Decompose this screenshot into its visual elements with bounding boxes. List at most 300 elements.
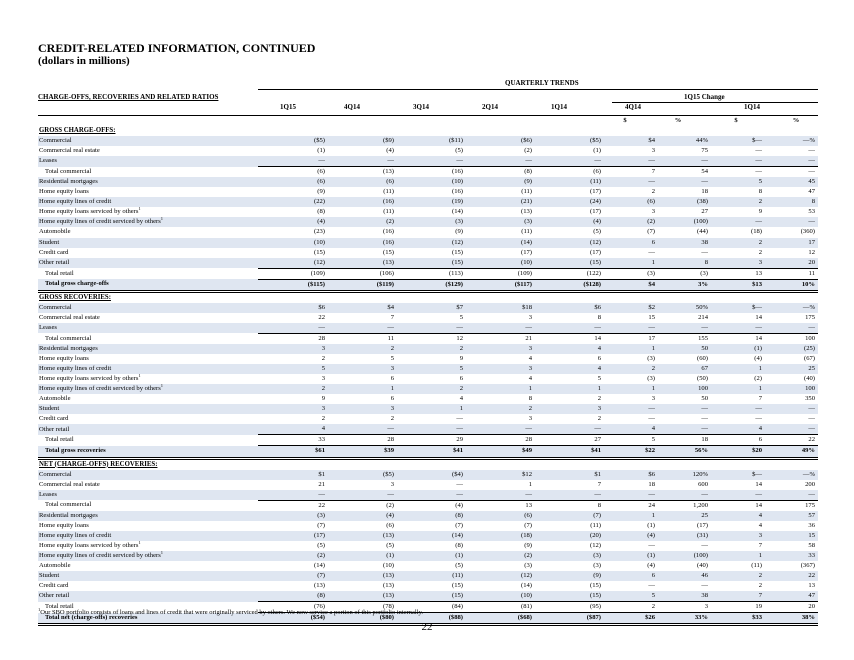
table-cell: —	[466, 490, 535, 501]
row-label-text: Leases	[39, 490, 57, 498]
table-cell: (4)	[386, 147, 394, 155]
table-cell	[535, 291, 604, 303]
table-cell: 4	[528, 375, 532, 383]
table-cell: (40)	[804, 375, 815, 383]
table-cell: 14	[755, 480, 762, 488]
row-label	[38, 500, 258, 511]
table-cell: $61	[258, 446, 328, 458]
table-cell: 14	[755, 313, 762, 321]
row-label-text: Other retail	[39, 425, 70, 433]
table-row	[38, 480, 818, 490]
table-cell: (15)	[452, 248, 463, 256]
table-cell: —	[604, 404, 658, 414]
table-cell: (12)	[535, 238, 604, 248]
row-label	[38, 258, 258, 269]
table-cell: —	[701, 582, 708, 590]
table-cell: 2	[711, 197, 765, 207]
table-cell: 4	[535, 364, 604, 374]
row-label	[38, 394, 258, 404]
table-row	[38, 458, 818, 470]
table-cell: —	[808, 415, 815, 423]
table-cell: 1	[711, 384, 765, 394]
table-cell: (5)	[593, 228, 601, 236]
row-label-text: Commercial real estate	[39, 480, 100, 488]
table-cell	[765, 291, 818, 303]
table-cell: (16)	[383, 228, 394, 236]
table-cell: 3	[651, 147, 655, 155]
table-cell: (2)	[524, 147, 532, 155]
subcolumn-header: %	[674, 117, 682, 124]
table-cell	[711, 458, 765, 470]
table-row	[38, 323, 818, 334]
table-cell: 4	[535, 344, 604, 354]
table-cell: —	[765, 424, 818, 435]
table-cell: —	[397, 490, 466, 501]
table-cell: $13	[711, 279, 765, 291]
table-cell: ($4)	[397, 470, 466, 480]
table-cell: 3	[711, 258, 765, 269]
table-cell: 8	[765, 197, 818, 207]
row-label-text: Total commercial	[45, 334, 92, 342]
table-cell: —	[535, 156, 604, 167]
table-cell: —	[328, 156, 397, 167]
table-cell: 28	[318, 334, 325, 342]
table-cell: (15)	[535, 258, 604, 269]
table-cell: (11)	[535, 177, 604, 187]
table-row	[38, 531, 818, 541]
row-label	[38, 551, 258, 561]
table-cell: (12)	[590, 541, 601, 549]
table-cell: 2	[604, 364, 658, 374]
table-cell: 2	[466, 404, 535, 414]
table-cell: (10)	[466, 591, 535, 602]
table-row	[38, 354, 818, 364]
table-row	[38, 217, 818, 227]
row-label-text: Credit card	[39, 248, 69, 256]
table-cell: (15)	[397, 258, 466, 269]
table-cell: $6	[604, 470, 658, 480]
table-cell: —	[658, 490, 711, 501]
table-cell: (8)	[455, 541, 463, 549]
table-row	[38, 126, 818, 136]
table-cell: 4	[528, 355, 532, 363]
row-label-text: Total commercial	[45, 501, 92, 509]
row-label	[38, 187, 258, 197]
table-cell: $33	[711, 613, 765, 625]
table-cell: 15	[765, 531, 818, 541]
table-cell	[397, 458, 466, 470]
table-cell: (17)	[521, 248, 532, 256]
table-cell: $7	[397, 303, 466, 313]
column-header: 3Q14	[413, 103, 429, 111]
table-cell: (76)	[258, 602, 328, 613]
table-cell: —	[701, 415, 708, 423]
table-cell: 3	[328, 364, 397, 374]
table-cell	[466, 126, 535, 136]
table-cell: 4	[711, 424, 765, 435]
table-cell: 75	[701, 147, 708, 155]
table-cell: (84)	[397, 602, 466, 613]
table-cell: (50)	[697, 375, 708, 383]
table-cell: 3%	[658, 279, 711, 291]
table-cell: ($87)	[535, 613, 604, 625]
table-cell: ($5)	[328, 470, 397, 480]
table-cell: (31)	[658, 531, 711, 541]
table-cell: (100)	[658, 551, 711, 561]
table-row	[38, 146, 818, 156]
table-cell: (16)	[328, 238, 397, 248]
table-cell: —	[648, 582, 655, 590]
table-cell: 33	[258, 435, 328, 446]
row-label-text: Student	[39, 238, 60, 246]
row-label	[38, 354, 258, 364]
table-cell: (19)	[397, 197, 466, 207]
table-cell: 7	[711, 591, 765, 602]
table-cell: (2)	[386, 501, 394, 509]
table-cell: 350	[805, 395, 815, 403]
table-cell: 4	[459, 395, 463, 403]
table-cell: 50	[701, 395, 708, 403]
table-cell: 2	[651, 188, 655, 196]
table-cell: 9	[758, 208, 762, 216]
table-cell: 9	[459, 355, 463, 363]
quarterly-trends-header: QUARTERLY TRENDS	[505, 79, 579, 87]
table-cell: 21	[318, 480, 325, 488]
table-cell: 3	[258, 344, 328, 354]
row-label-text: Home equity loans serviced by others	[39, 541, 139, 549]
table-cell: 12	[808, 248, 815, 256]
row-label	[38, 156, 258, 167]
table-cell	[658, 458, 711, 470]
table-cell: (14)	[314, 561, 325, 569]
table-cell: (44)	[697, 228, 708, 236]
table-cell: 57	[765, 511, 818, 521]
column-header: 4Q14	[625, 103, 641, 111]
table-cell: 25	[658, 511, 711, 521]
table-cell: 4	[758, 521, 762, 529]
row-label	[38, 248, 258, 258]
subcolumn-header: $	[623, 117, 627, 124]
row-label-text: Home equity lines of credit serviced by others	[39, 385, 161, 393]
table-cell: 11	[765, 268, 818, 279]
table-cell: 3	[535, 404, 604, 414]
row-label	[38, 303, 258, 313]
table-cell: (10)	[383, 561, 394, 569]
table-cell: 7	[597, 480, 601, 488]
table-cell: (9)	[535, 571, 604, 581]
table-cell: (16)	[328, 197, 397, 207]
table-cell: (15)	[452, 582, 463, 590]
table-cell: 4	[258, 424, 328, 435]
table-cell: 38	[658, 591, 711, 602]
table-cell	[765, 458, 818, 470]
table-cell: —	[701, 248, 708, 256]
row-label-text: Total retail	[45, 603, 74, 611]
table-cell: (6)	[604, 197, 658, 207]
footnote-marker: 1	[38, 606, 41, 612]
table-cell: 2	[597, 395, 601, 403]
row-label	[38, 279, 258, 291]
table-cell: $22	[604, 446, 658, 458]
table-cell: ($129)	[397, 279, 466, 291]
table-cell: 5	[258, 364, 328, 374]
table-cell: (3)	[604, 268, 658, 279]
table-cell: (7)	[535, 511, 604, 521]
row-label	[38, 374, 258, 384]
table-cell: (7)	[455, 521, 463, 529]
table-cell: 2	[321, 415, 325, 423]
table-cell: 200	[805, 480, 815, 488]
row-label	[38, 291, 258, 303]
table-cell: —	[711, 404, 765, 414]
table-cell: (22)	[258, 197, 328, 207]
table-row	[38, 521, 818, 531]
row-label	[38, 313, 258, 323]
table-cell: —	[604, 177, 658, 187]
table-cell: 67	[658, 364, 711, 374]
footnote-ref: 1	[160, 217, 164, 222]
table-row	[38, 333, 818, 344]
table-cell: (113)	[397, 268, 466, 279]
table-cell: 3	[328, 404, 397, 414]
table-cell: (4)	[754, 355, 762, 363]
table-cell: —	[397, 156, 466, 167]
row-label-text: GROSS RECOVERIES:	[39, 293, 111, 301]
table-cell: ($6)	[466, 136, 535, 146]
table-cell: (109)	[466, 268, 535, 279]
table-row	[38, 490, 818, 501]
table-cell: ($11)	[397, 136, 466, 146]
table-cell: 9	[321, 395, 325, 403]
table-cell: 5	[459, 313, 463, 321]
table-cell: (95)	[535, 602, 604, 613]
table-cell: —	[258, 490, 328, 501]
table-cell: (4)	[328, 511, 397, 521]
table-cell	[535, 126, 604, 136]
table-cell: ($80)	[328, 613, 397, 625]
table-cell: (5)	[455, 147, 463, 155]
table-row	[38, 561, 818, 571]
row-label	[38, 126, 258, 136]
table-cell: (10)	[397, 177, 466, 187]
table-cell: ($88)	[397, 613, 466, 625]
table-cell: 8	[597, 313, 601, 321]
table-cell: 18	[658, 435, 711, 446]
table-row	[38, 435, 818, 446]
table-cell: $41	[397, 446, 466, 458]
table-cell: (2)	[258, 551, 328, 561]
row-label-text: Student	[39, 405, 60, 413]
table-cell: $39	[328, 446, 397, 458]
row-label	[38, 207, 258, 217]
table-cell: (3)	[658, 268, 711, 279]
table-cell	[328, 126, 397, 136]
table-cell: 155	[698, 334, 708, 342]
table-cell: (15)	[383, 248, 394, 256]
table-row	[38, 374, 818, 384]
table-cell: 3	[321, 375, 325, 383]
table-row	[38, 187, 818, 197]
table-cell: (7)	[317, 521, 325, 529]
table-row	[38, 581, 818, 591]
table-row	[38, 424, 818, 435]
row-label-text: Automobile	[39, 228, 71, 236]
table-cell: (1)	[317, 147, 325, 155]
table-cell: 1	[604, 511, 658, 521]
table-row	[38, 364, 818, 374]
table-cell: (1)	[647, 521, 655, 529]
table-cell: 49%	[765, 446, 818, 458]
table-cell: 27	[535, 435, 604, 446]
table-cell: $12	[466, 470, 535, 480]
row-label	[38, 424, 258, 435]
row-label-text: Home equity loans	[39, 188, 89, 196]
table-cell: —	[456, 480, 463, 488]
table-cell: 2	[604, 602, 658, 613]
row-label-text: Commercial	[39, 470, 72, 478]
table-cell: (8)	[524, 168, 532, 176]
table-cell	[604, 458, 658, 470]
table-cell: (13)	[328, 258, 397, 269]
table-cell: 12	[456, 334, 463, 342]
table-cell: —	[648, 541, 655, 549]
table-cell	[604, 291, 658, 303]
table-cell: 3	[528, 415, 532, 423]
table-cell: 1	[711, 364, 765, 374]
table-cell: 53	[808, 208, 815, 216]
row-label	[38, 541, 258, 551]
table-cell: (60)	[697, 355, 708, 363]
table-row	[38, 344, 818, 354]
table-cell: 33%	[658, 613, 711, 625]
table-cell: (10)	[466, 258, 535, 269]
table-cell: 1	[604, 258, 658, 269]
table-cell: (100)	[658, 217, 711, 227]
table-cell: (4)	[535, 217, 604, 227]
row-label	[38, 521, 258, 531]
table-cell: (6)	[258, 177, 328, 187]
table-cell: (12)	[466, 571, 535, 581]
table-cell: —	[658, 404, 711, 414]
table-cell: 2	[711, 571, 765, 581]
table-cell: 47	[765, 591, 818, 602]
table-cell: (12)	[258, 258, 328, 269]
table-cell: 2	[758, 248, 762, 256]
table-cell: 1,200	[693, 501, 708, 509]
table-cell: 47	[808, 188, 815, 196]
row-label	[38, 561, 258, 571]
row-label-text: Leases	[39, 324, 57, 332]
row-label-text: Other retail	[39, 258, 70, 266]
subcolumn-header: $	[734, 117, 738, 124]
table-cell: 2	[597, 415, 601, 423]
table-cell: 11	[387, 334, 394, 342]
table-row	[38, 207, 818, 217]
table-cell: 6	[390, 395, 394, 403]
table-cell: (7)	[258, 571, 328, 581]
table-cell	[258, 126, 328, 136]
table-row	[38, 279, 818, 291]
table-cell	[328, 291, 397, 303]
row-label	[38, 480, 258, 490]
table-cell: 2	[390, 415, 394, 423]
table-cell: —	[765, 323, 818, 334]
row-label	[38, 571, 258, 581]
table-cell: 6	[459, 375, 463, 383]
row-label	[38, 414, 258, 424]
table-row	[38, 291, 818, 303]
table-cell: (14)	[521, 582, 532, 590]
table-cell: —	[755, 168, 762, 176]
table-cell	[397, 291, 466, 303]
table-cell: (5)	[455, 561, 463, 569]
table-row	[38, 136, 818, 146]
table-row	[38, 571, 818, 581]
table-cell: 3	[658, 602, 711, 613]
row-label	[38, 458, 258, 470]
footnote-ref: 1	[138, 374, 141, 378]
row-label	[38, 333, 258, 344]
row-label-text: Residential mortgages	[39, 345, 98, 352]
table-cell: 3	[528, 313, 532, 321]
table-cell: (13)	[521, 208, 532, 216]
column-header: 1Q15	[280, 103, 296, 111]
table-cell: —	[604, 323, 658, 334]
table-cell: 1	[528, 480, 532, 488]
table-cell: (106)	[328, 268, 397, 279]
row-label	[38, 404, 258, 414]
table-row	[38, 268, 818, 279]
table-row	[38, 167, 818, 178]
table-cell: —	[456, 415, 463, 423]
table-cell: 5	[390, 355, 394, 363]
table-cell: —	[535, 490, 604, 501]
table-cell: (3)	[647, 375, 655, 383]
table-cell: 21	[525, 334, 532, 342]
row-label-text: Home equity lines of credit	[39, 198, 112, 206]
table-cell: 1	[535, 384, 604, 394]
table-cell: 18	[648, 480, 655, 488]
footnote-ref: 1	[160, 550, 164, 555]
table-row	[38, 197, 818, 207]
subcolumn-header: %	[792, 117, 800, 124]
table-cell: 45	[765, 177, 818, 187]
table-cell: 6	[711, 435, 765, 446]
table-row	[38, 414, 818, 424]
footnote-text: Our SBO portfolio consists of loans and lines of credit that were originally serviced by others. We now service a portion of this portfolio internally.	[40, 609, 423, 616]
row-label-text: Residential mortgages	[39, 511, 98, 519]
table-cell: 2	[328, 344, 397, 354]
table-cell: (9)	[466, 177, 535, 187]
table-cell: —	[604, 490, 658, 501]
table-cell: 13	[525, 501, 532, 509]
table-cell: (3)	[524, 561, 532, 569]
table-cell	[258, 291, 328, 303]
footnote-ref: 1	[138, 540, 141, 545]
row-label-text: Commercial real estate	[39, 147, 100, 155]
table-cell: —	[711, 490, 765, 501]
row-label-text: Commercial	[39, 137, 72, 145]
row-label-text: Leases	[39, 157, 57, 165]
table-cell: 54	[701, 168, 708, 176]
table-cell: (1)	[397, 551, 466, 561]
row-label	[38, 490, 258, 501]
table-cell: (3)	[593, 561, 601, 569]
table-cell: —%	[765, 303, 818, 313]
table-cell: $6	[258, 303, 328, 313]
table-cell: —	[328, 490, 397, 501]
table-cell: (367)	[800, 561, 815, 569]
